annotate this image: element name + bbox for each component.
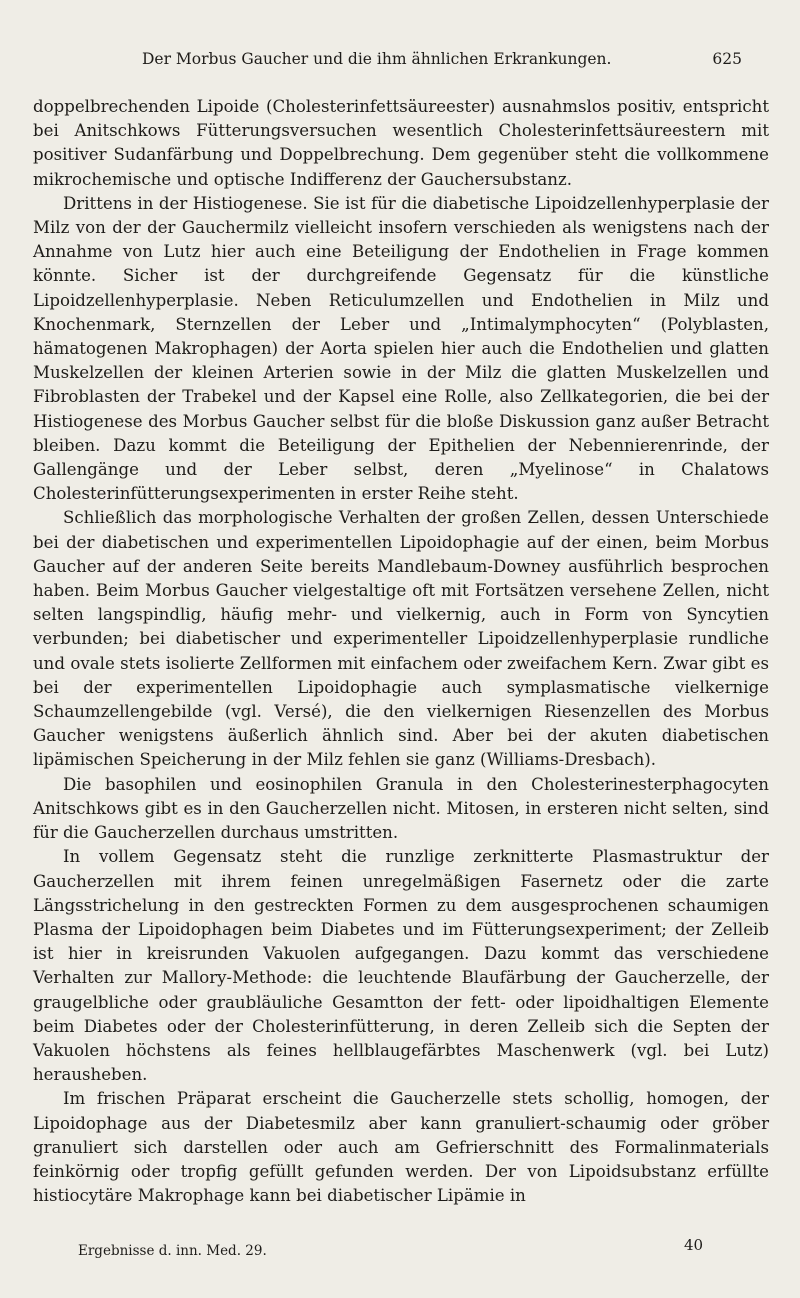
paragraph: Im frischen Präparat erscheint die Gaucherzelle stets schollig, homogen, der Lipoidophage aus der Diabetesmilz aber kann granuliert-schaumig oder gröber granuliert sich darstellen oder auch am Gefrierschnitt des Formalinmaterials feinkörnig oder tropfig gefüllt gefunden werden. Der von Lipoidsubstanz erfüllte histiocytäre Makrophage kann bei diabetischer Lipämie in — [33, 1089, 769, 1206]
footer-source: Ergebnisse d. inn. Med. 29. — [78, 1243, 267, 1259]
page-number: 625 — [712, 50, 742, 68]
paragraph: Drittens in der Histiogenese. Sie ist für die diabetische Lipoidzellenhyperplasie der Milz von der der Gauchermilz vielleicht insofern verschieden als wenigstens nach der Annahme von Lutz hier auch eine Beteiligung der Endothelien in Frage kommen könnte. Sicher ist der durchgreifende Gegensatz für die künstliche Lipoidzellenhyperplasie. Neben Reticulumzellen und Endothelien in Milz und Knochenmark, Sternzellen der Leber und „Intimalymphocyten“ (Polyblasten, hämatogenen Makrophagen) der Aorta spielen hier auch die Endothelien und glatten Muskelzellen der kleinen Arterien sowie in der Milz die glatten Muskelzellen und Fibroblasten der Trabekel und der Kapsel eine Rolle, also Zellkategorien, die bei der Histiogenese des Morbus Gaucher selbst für die bloße Diskussion ganz außer Betracht bleiben. Dazu kommt die Beteiligung der Epithelien der Nebennierenrinde, der Gallengänge und der Leber selbst, deren „Myelinose“ in Chalatows Cholesterinfütterungsexperimenten in erster Reihe steht. — [33, 193, 769, 504]
paragraph: Schließlich das morphologische Verhalten der großen Zellen, dessen Unterschiede bei der diabetischen und experimentellen Lipoidophagie auf der einen, beim Morbus Gaucher auf der anderen Seite bereits Mandlebaum-Downey ausführlich besprochen haben. Beim Morbus Gaucher vielgestaltige oft mit Fortsätzen versehene Zellen, nicht selten langspindlig, häufig mehr- und vielkernig, auch in Form von Syncytien verbunden; bei diabetischer und experimenteller Lipoidzellenhyperplasie rundliche und ovale stets isolierte Zellformen mit einfachem oder zweifachem Kern. Zwar gibt es bei der experimentellen Lipoidophagie auch symplasmatische vielkernige Schaumzellengebilde (vgl. Versé), die den vielkernigen Riesenzellen des Morbus Gaucher wenigstens äußerlich ähnlich sind. Aber bei der akuten diabetischen lipämischen Speicherung in der Milz fehlen sie ganz (Williams-Dresbach). — [33, 508, 769, 770]
signature-mark: 40 — [684, 1236, 704, 1254]
running-header — [130, 50, 742, 74]
paragraph: doppelbrechenden Lipoide (Cholesterinfettsäureester) ausnahmslos positiv, entspricht bei Anitschkows Fütterungsversuchen wesentlich Cholesterinfettsäureestern mit positiver Sudanfärbung und Doppelbrechung. Dem gegenüber steht die vollkommene mikrochemische und optische Indifferenz der Gauchersubstanz. — [33, 97, 769, 189]
body-text — [33, 95, 769, 1208]
paragraph: Die basophilen und eosinophilen Granula in den Cholesterinesterphagocyten Anitschkows gibt es in den Gaucherzellen nicht. Mitosen, in ersteren nicht selten, sind für die Gaucherzellen durchaus umstritten. — [33, 774, 769, 843]
running-title: Der Morbus Gaucher und die ihm ähnlichen Erkrankungen. — [142, 50, 612, 68]
paragraph: In vollem Gegensatz steht die runzlige zerknitterte Plasmastruktur der Gaucherzellen mit ihrem feinen unregelmäßigen Fasernetz oder die zarte Längsstrichelung in den gestreckten Formen zu dem ausgesprochenen schaumigen Plasma der Lipoidophagen beim Diabetes und im Fütterungsexperiment; der Zelleib ist hier in kreisrunden Vakuolen aufgegangen. Dazu kommt das verschiedene Verhalten zur Mallory-Methode: die leuchtende Blaufärbung der Gaucherzelle, der graugelbliche oder graubläuliche Gesamtton der fett- oder lipoidhaltigen Elemente beim Diabetes oder der Cholesterinfütterung, in deren Zelleib sich die Septen der Vakuolen höchstens als feines hellblaugefärbtes Maschenwerk (vgl. bei Lutz) herausheben. — [33, 847, 769, 1085]
